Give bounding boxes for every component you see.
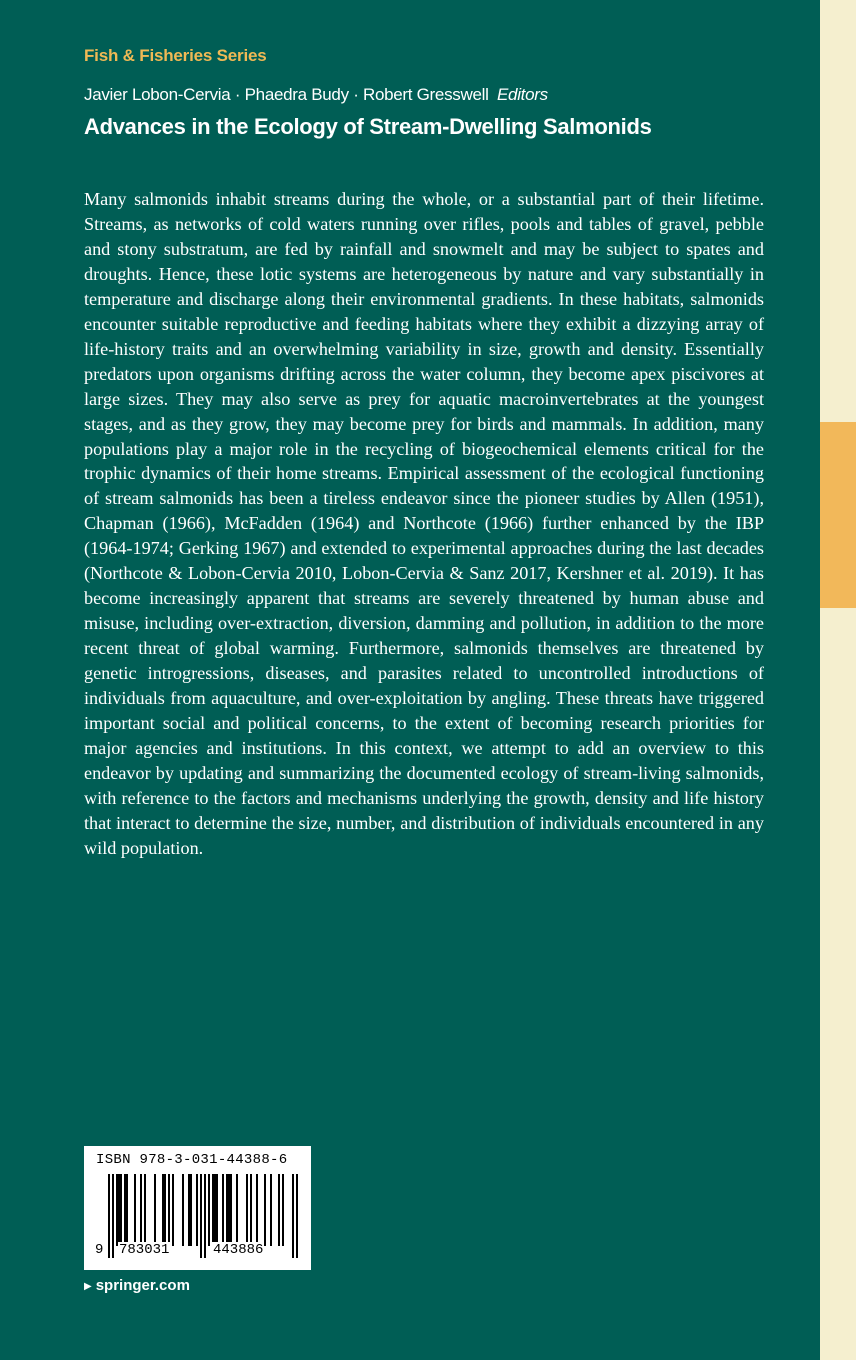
barcode-bar <box>246 1174 248 1246</box>
barcode-bar <box>278 1174 280 1246</box>
editors-role: Editors <box>497 85 548 104</box>
barcode-bar <box>196 1174 198 1246</box>
barcode-first-digit: 9 <box>95 1242 104 1258</box>
barcode-bar <box>126 1174 128 1246</box>
barcode-bar <box>118 1174 120 1246</box>
barcode-bar <box>214 1174 216 1246</box>
barcode-bar <box>124 1174 126 1246</box>
barcode-bar <box>168 1174 170 1246</box>
barcode-bar <box>162 1174 164 1246</box>
barcode-bar <box>226 1174 228 1246</box>
arrow-icon: ▶ <box>84 1281 92 1292</box>
barcode-digits <box>84 1242 311 1262</box>
barcode-bar <box>182 1174 184 1246</box>
barcode-bar <box>270 1174 272 1246</box>
editors-line <box>84 85 548 105</box>
barcode-bar <box>188 1174 190 1246</box>
barcode-bar <box>120 1174 122 1246</box>
barcode-bar <box>282 1174 284 1246</box>
barcode-bar <box>116 1174 118 1246</box>
barcode-bar <box>212 1174 214 1246</box>
barcode-bar <box>230 1174 232 1246</box>
barcode-bar <box>236 1174 238 1246</box>
barcode-bar <box>208 1174 210 1246</box>
barcode-bar <box>190 1174 192 1246</box>
barcode-bar <box>264 1174 266 1246</box>
barcode-bar <box>154 1174 156 1246</box>
barcode-right-group: 443886 <box>213 1242 264 1258</box>
barcode-bar <box>256 1174 258 1246</box>
book-title: Advances in the Ecology of Stream-Dwelling Salmonids <box>84 114 652 139</box>
barcode-bar <box>144 1174 146 1246</box>
spine-edge-strip <box>820 0 856 1360</box>
barcode-bar <box>222 1174 224 1246</box>
barcode-bar <box>164 1174 166 1246</box>
barcode-left-group: 783031 <box>119 1242 170 1258</box>
barcode-bar <box>134 1174 136 1246</box>
website-label: springer.com <box>95 1277 190 1294</box>
editor-names: Javier Lobon-Cervia · Phaedra Budy · Robert Gresswell <box>84 85 489 104</box>
publisher-website[interactable] <box>84 1277 190 1294</box>
barcode-bar <box>250 1174 252 1246</box>
isbn-label: ISBN 978-3-031-44388-6 <box>96 1152 288 1168</box>
series-name: Fish & Fisheries Series <box>84 46 267 65</box>
barcode-bar <box>140 1174 142 1246</box>
barcode-bar <box>172 1174 174 1246</box>
barcode-bar <box>216 1174 218 1246</box>
barcode-bar <box>228 1174 230 1246</box>
spine-accent-block <box>820 422 856 608</box>
isbn-barcode-block <box>84 1146 311 1270</box>
back-cover-blurb: Many salmonids inhabit streams during the whole, or a substantial part of their lifetime. Streams, as networks of cold waters running over rifles, pools and tables of gravel, pebble and stony substratum, are fed by rainfall and snowmelt and may be subject to spates and droughts. Hence, these lotic systems are heterogeneous by nature and vary substantially in temperature and discharge along their environmental gradients. In these habitats, salmonids encounter suitable reproductive and feeding habitats where they exhibit a dizzying array of life-history traits and an overwhelming variability in size, growth and density. Essentially predators upon organisms drifting across the water column, they become apex piscivores at large sizes. They may also serve as prey for aquatic macroinvertebrates at the youngest stages, and as they grow, they may become prey for birds and mammals. In addition, many populations play a major role in the recycling of biogeochemical elements critical for the trophic dynamics of their home streams. Empirical assessment of the ecological functioning of stream salmonids has been a tireless endeavor since the pioneer studies by Allen (1951), Chapman (1966), McFadden (1964) and Northcote (1966) further enhanced by the IBP (1964-1974; Gerking 1967) and extended to experimental approaches during the last decades (Northcote & Lobon-Cervia 2010, Lobon-Cervia & Sanz 2017, Kershner et al. 2019). It has become increasingly apparent that streams are severely threatened by human abuse and misuse, including over-extraction, diversion, damming and pollution, in addition to the more recent threat of global warming. Furthermore, salmonids themselves are threatened by genetic introgressions, diseases, and parasites related to uncontrolled introductions of individuals from aquaculture, and over-exploitation by angling. These threats have triggered important social and political concerns, to the extent of becoming research priorities for major agencies and institutions. In this context, we attempt to add an overview to this endeavor by updating and summarizing the documented ecology of stream-living salmonids, with reference to the factors and mechanisms underlying the growth, density and life history that interact to determine the size, number, and distribution of individuals encountered in any wild population. <box>84 189 764 858</box>
